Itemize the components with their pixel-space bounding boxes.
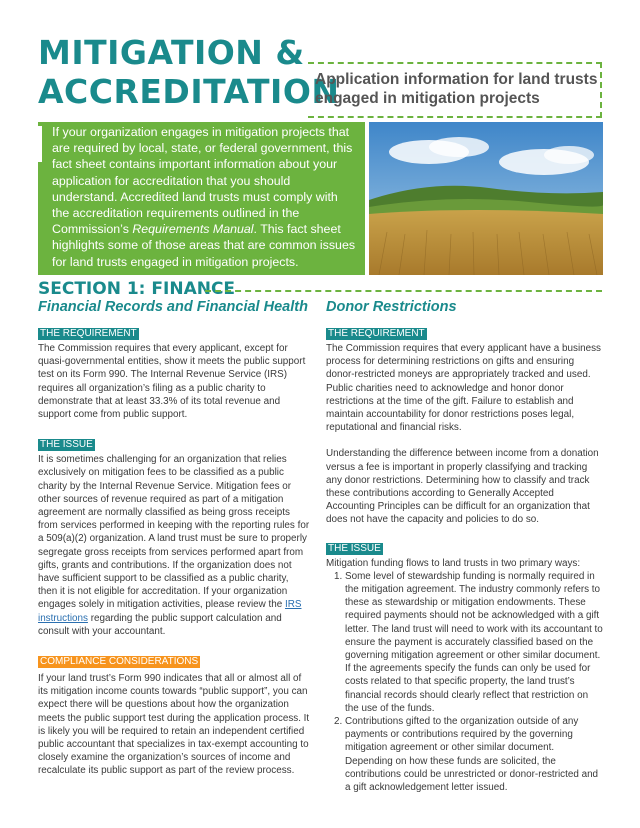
- right-issue-intro: Mitigation funding flows to land trusts in two primary ways:: [326, 557, 581, 569]
- landscape-photo: [369, 122, 603, 275]
- list-item: 1. Some level of stewardship funding is normally required in the mitigation agreement. The industry commonly refers to these as stewardship or mitigation endowments. These required payments should not be acknowledged with a gift letter. The land trust will need to work with its accountant to ensure the payment is accurately classified based on the governing mitigation agreement or other similar document. If the agreements specify the funds can only be used for costs related to that specific property, the land trust’s financial records should clearly reflect that restriction on the use of the funds.: [345, 570, 603, 715]
- left-column: [38, 323, 310, 778]
- section-title: SECTION 1: FINANCE: [38, 279, 236, 299]
- left-issue-text: [38, 453, 310, 638]
- subtitle-line-2: engaged in mitigation projects: [315, 90, 540, 107]
- right-issue-tag: THE ISSUE: [328, 542, 381, 554]
- intro-dropcap: I: [52, 124, 56, 139]
- left-heading: Financial Records and Financial Health: [38, 299, 308, 315]
- left-requirement-tag: THE REQUIREMENT: [40, 328, 137, 339]
- right-requirement-text: The Commission requires that every applicant have a business process for determining restrictions on gifts and ensuring donor-restricted moneys are appropriately tracked and used. Public charities need to acknowledge and honor donor restrictions at the time of the gift. Failure to establish and maintain accountability for donor restrictions poses legal, reputational and financial risks.: [326, 343, 601, 434]
- intro-text-a: f your organization engages in mitigation projects that are required by local, state, or federal government, this fact sheet contains important information about your application for accreditation that you should understand. Accredited land trusts must comply with the accreditation requirements outlined in the Commission’s: [52, 125, 353, 237]
- intro-text-b: . This fact sheet highlights some of those areas that are common issues for land trusts engaged in mitigation projects.: [52, 222, 356, 269]
- intro-italic: Requirements Manual: [132, 222, 254, 237]
- left-issue-text-a: It is sometimes challenging for an organization that relies exclusively on mitigation fees to be classified as a public charity by the Internal Revenue Service. Mitigation fees or other sources of revenue required as part of a mitigation agreement are normally classified as being gross receipts from services performed in keeping with the reporting rules for a 509(a)(2) organization. A land trust must be sure to properly segregate gross receipts from services performed apart from gifts, grants and contributions. If the organization does not have sufficient support to be classified as a public charity, then it is not eligible for accreditation. If your organization engages solely in mitigation activities, please review the: [38, 454, 310, 611]
- funding-list: [326, 570, 603, 794]
- right-requirement-tag: THE REQUIREMENT: [328, 328, 425, 339]
- left-issue-tag: THE ISSUE: [40, 439, 93, 451]
- page-title: [38, 33, 340, 111]
- subtitle-line-1: Application information for land trusts: [315, 71, 598, 88]
- irs-instructions-link[interactable]: IRS instructions: [38, 599, 302, 624]
- section-divider: [205, 290, 602, 292]
- left-requirement-text: The Commission requires that every applicant, except for quasi-governmental entities, show it meets the public support test on its Form 990. The Internal Revenue Service (IRS) requires all organization’s filing as a public charity to demonstrate that at least 33.3% of its total revenue and support come from public support.: [38, 343, 306, 421]
- right-column: [326, 323, 603, 794]
- title-line-1: MITIGATION &: [38, 33, 305, 72]
- intro-text: [52, 124, 357, 270]
- compliance-tag: COMPLIANCE CONSIDERATIONS: [40, 656, 199, 668]
- landscape-image: [369, 122, 603, 275]
- dropcap-bar: [38, 126, 42, 162]
- left-issue-text-b: regarding the public support calculation and consult with your accountant.: [38, 612, 282, 637]
- list-item: 2. Contributions gifted to the organization outside of any payments or contributions required by the governing mitigation agreement or other similar document. Depending on how these funds are solicited, the contributions could be unrestricted or donor-restricted and a gift acknowledgement letter issued.: [345, 715, 603, 794]
- compliance-text: If your land trust’s Form 990 indicates that all or almost all of its mitigation income counts towards “public support”, you can expect there will be questions about how the organization meets the public support test during the application process. It is likely you will be required to retain an independent certified public accountant that specializes in tax-exempt accounting to closely examine the organization’s sources of income and recalculate its public support as part of the review process.: [38, 673, 310, 777]
- title-line-2: ACCREDITATION: [38, 72, 340, 111]
- right-requirement-text-2: Understanding the difference between income from a donation versus a fee is important in properly classifying and tracking any donor restrictions. Determining how to classify and track these contributions according to Generally Accepted Accounting Principles can be difficult for an organization that does not have the capacity and policies to do so.: [326, 448, 599, 526]
- right-heading: Donor Restrictions: [326, 299, 457, 315]
- page-subtitle: [315, 70, 605, 108]
